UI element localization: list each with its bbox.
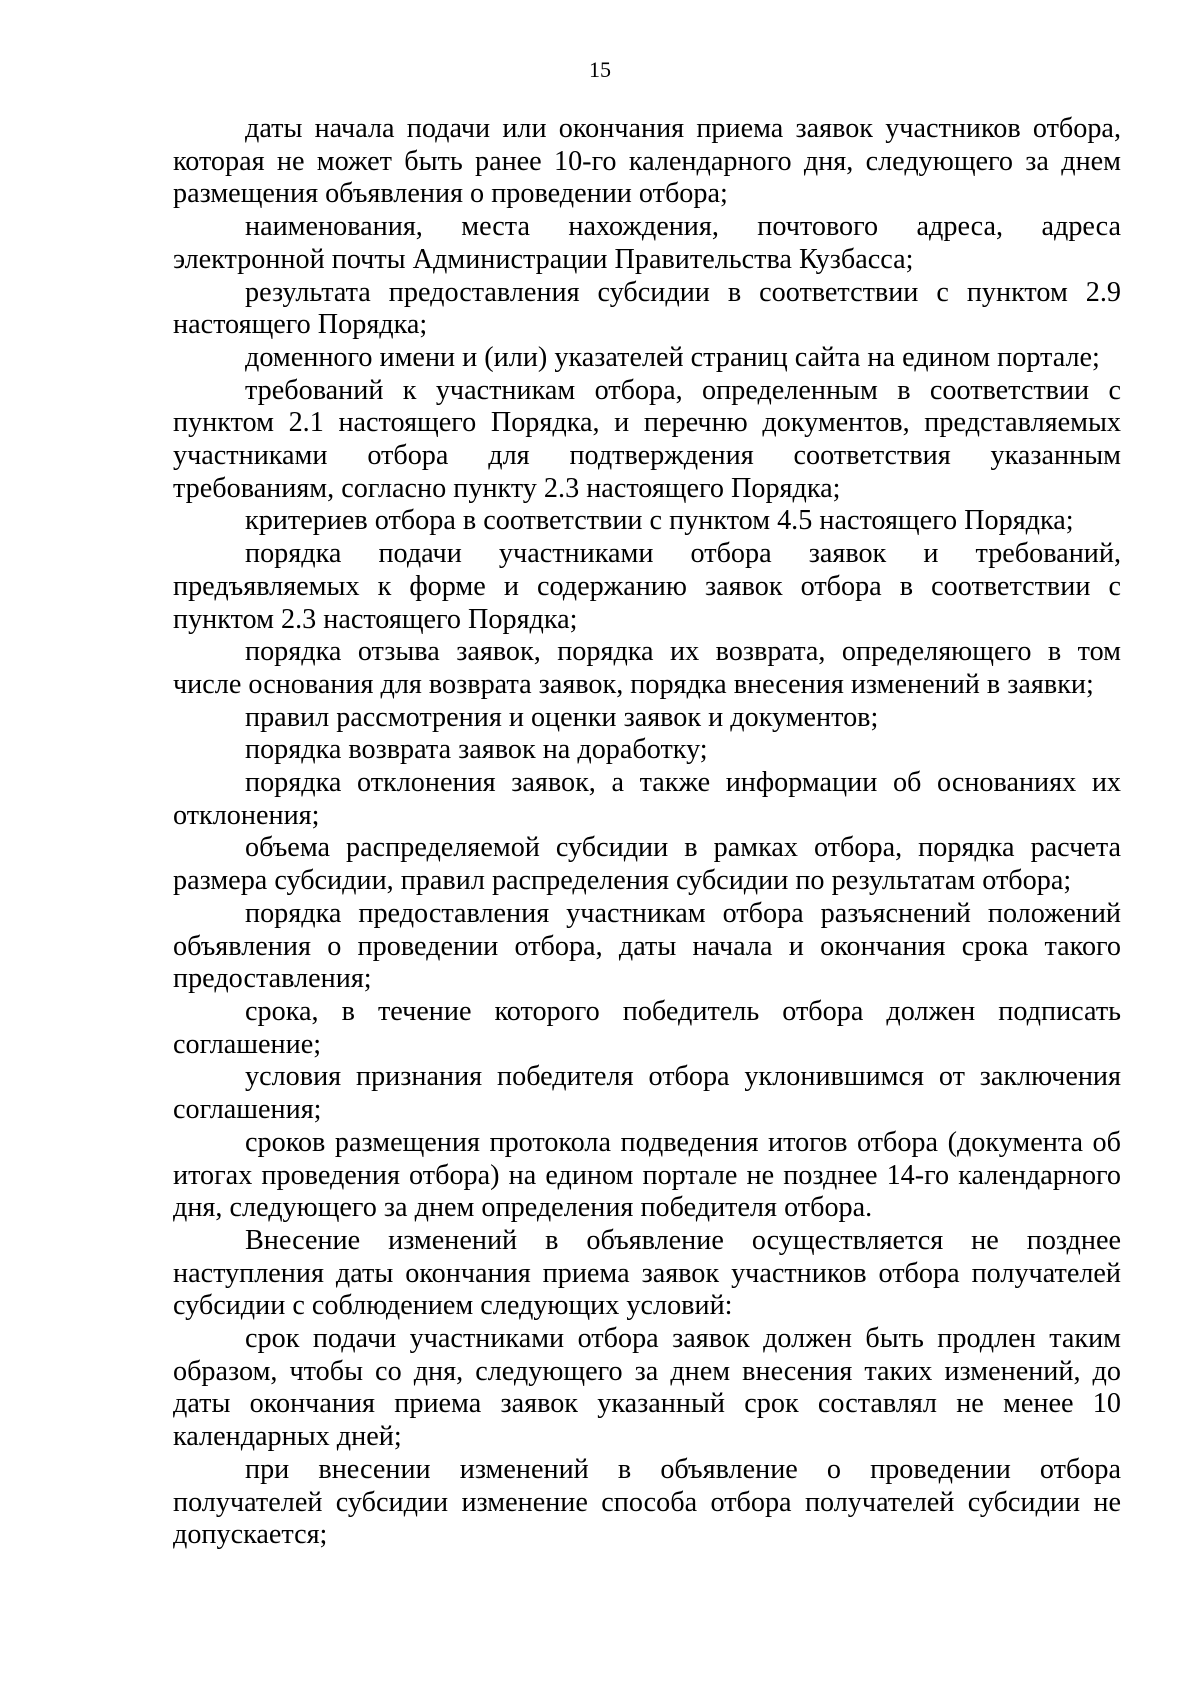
paragraph-administration-contacts: наименования, места нахождения, почтового адреса, адреса электронной почты Администрации Правительства Кузбасса; <box>173 211 1121 275</box>
paragraph-participant-requirements: требований к участникам отбора, определенным в соответствии с пунктом 2.1 настоящего Порядка, и перечню документов, представляемых участниками отбора для подтверждения соответствия указанным требованиям, согласно пункту 2.3 настоящего Порядка; <box>173 374 1121 504</box>
paragraph-evasion-conditions: условия признания победителя отбора уклонившимся от заключения соглашения; <box>173 1061 1121 1126</box>
paragraph-protocol-publication: сроков размещения протокола подведения итогов отбора (документа об итогах проведения отбора) на едином портале не позднее 14-го календарного дня, следующего за днем определения победителя отбора. <box>173 1126 1121 1224</box>
paragraph-return-for-revision: порядка возврата заявок на доработку; <box>245 734 708 766</box>
paragraph-application-procedure: порядка подачи участниками отбора заявок и требований, предъявляемых к форме и содержанию заявок отбора в соответствии с пунктом 2.3 настоящего Порядка; <box>173 538 1121 635</box>
paragraph-clarifications: порядка предоставления участникам отбора разъяснений положений объявления о проведении отбора, даты начала и окончания срока такого предоставления; <box>173 897 1121 995</box>
paragraph-application-withdrawal: порядка отзыва заявок, порядка их возврата, определяющего в том числе основания для возврата заявок, порядка внесения изменений в заявки; <box>173 636 1121 700</box>
paragraph-rejection-procedure: порядка отклонения заявок, а также информации об основаниях их отклонения; <box>173 767 1121 831</box>
paragraph-method-change-prohibited: при внесении изменений в объявление о проведении отбора получателей субсидии изменение способа отбора получателей субсидии не допускается; <box>173 1453 1121 1551</box>
paragraph-subsidy-volume: объема распределяемой субсидии в рамках отбора, порядка расчета размера субсидии, правил распределения субсидии по результатам отбора; <box>173 832 1121 897</box>
paragraph-announcement-changes: Внесение изменений в объявление осуществляется не позднее наступления даты окончания приема заявок участников отбора получателей субсидии с соблюдением следующих условий: <box>173 1224 1121 1322</box>
paragraph-selection-criteria: критериев отбора в соответствии с пунктом 4.5 настоящего Порядка; <box>245 505 1074 537</box>
paragraph-subsidy-result: результата предоставления субсидии в соответствии с пунктом 2.9 настоящего Порядка; <box>173 276 1121 341</box>
page-number: 15 <box>589 57 611 82</box>
document-body <box>173 113 1121 1552</box>
paragraph-deadline-extension: срок подачи участниками отбора заявок должен быть продлен таким образом, чтобы со дня, следующего за днем внесения таких изменений, до даты окончания приема заявок указанный срок составлял не менее 10 календарных дней; <box>173 1323 1121 1453</box>
paragraph-signing-deadline: срока, в течение которого победитель отбора должен подписать соглашение; <box>173 995 1121 1060</box>
paragraph-domain-name: доменного имени и (или) указателей страниц сайта на едином портале; <box>245 341 1100 373</box>
paragraph-review-rules: правил рассмотрения и оценки заявок и документов; <box>245 701 879 733</box>
paragraph-announcement-start-date: даты начала подачи или окончания приема заявок участников отбора, которая не может быть ранее 10-го календарного дня, следующего за днем размещения объявления о проведении отбора; <box>173 113 1121 210</box>
